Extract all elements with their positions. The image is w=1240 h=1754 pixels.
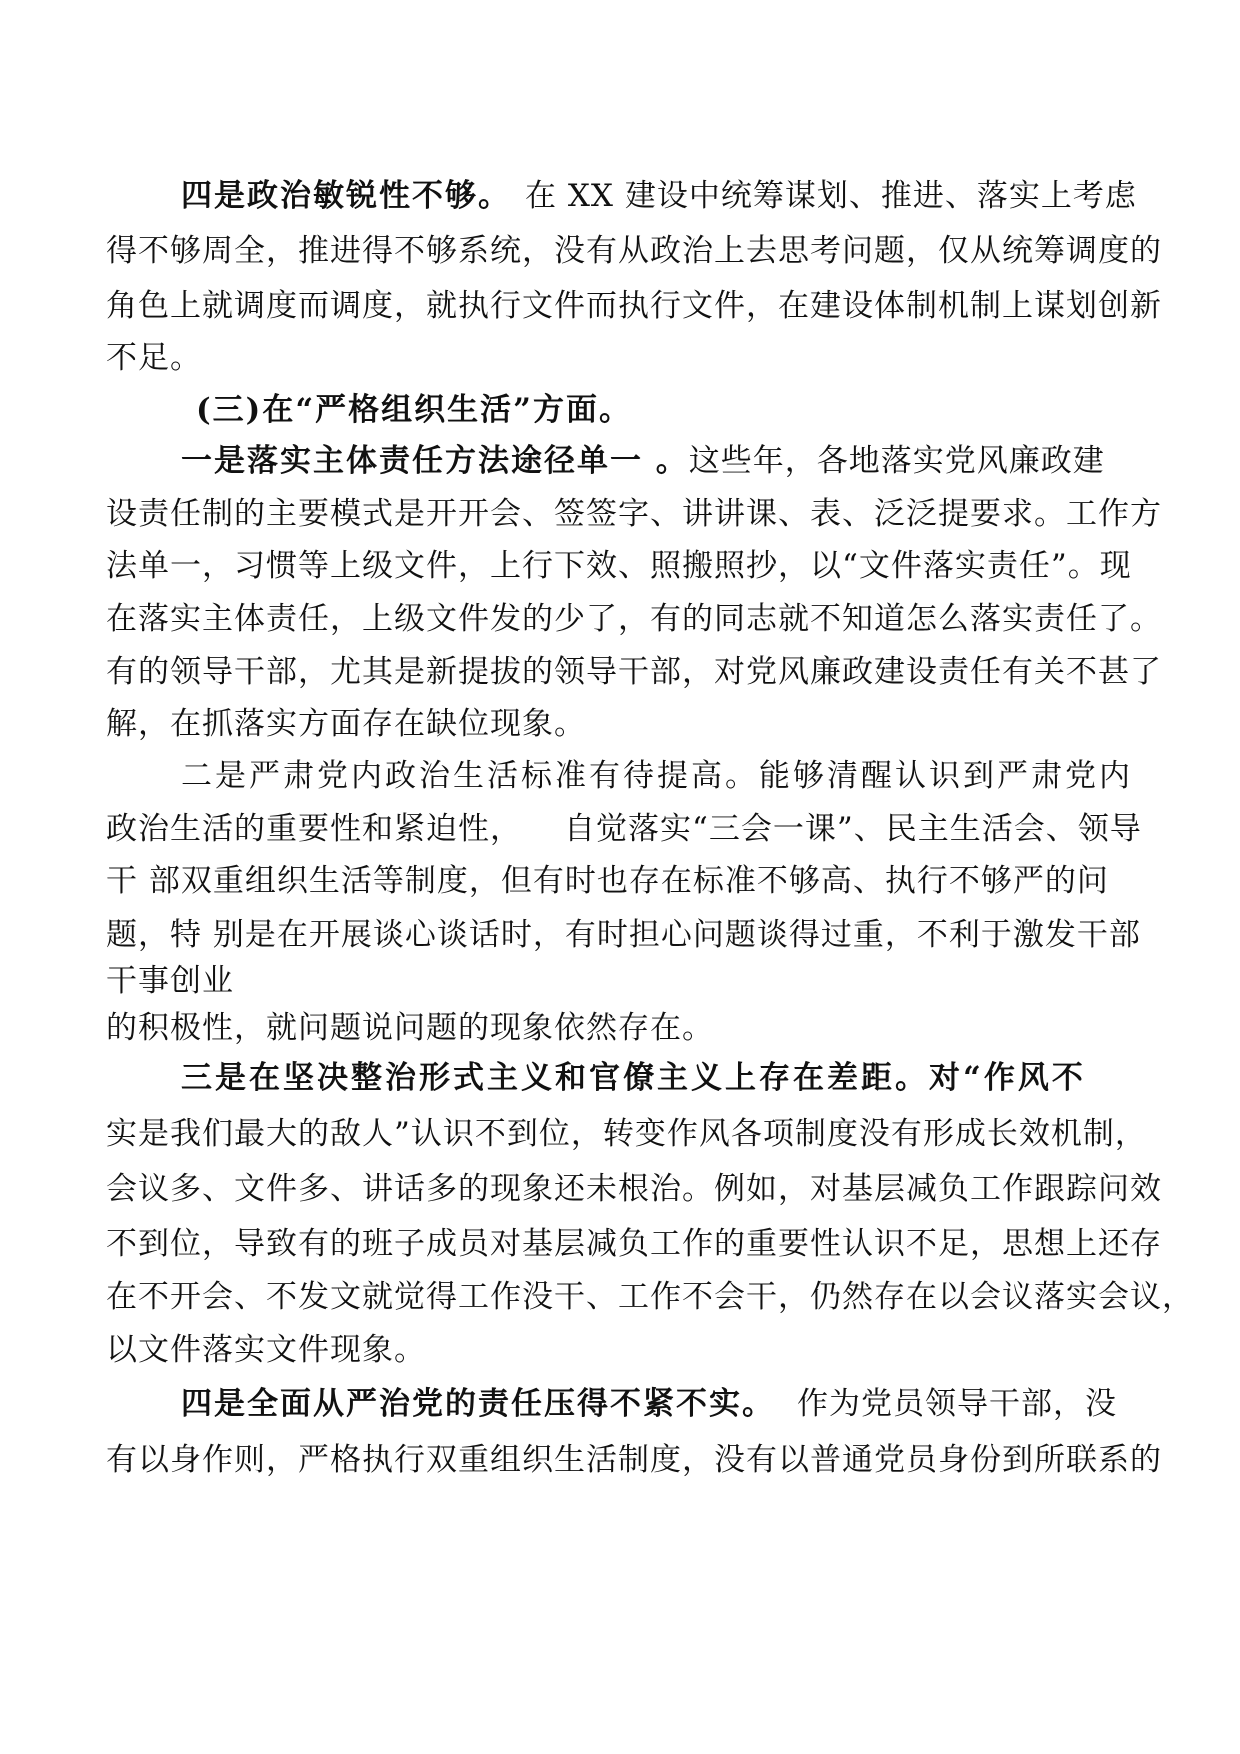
- para3-line5: 干事创业: [106, 963, 234, 999]
- para1-line1: [181, 170, 1137, 215]
- para3-line4: 题，特 别是在开展谈心谈话时，有时担心问题谈得过重，不利于激发干部: [106, 917, 1141, 953]
- para4-line6: 以文件落实文件现象。: [106, 1332, 426, 1368]
- para2-line3: 法单一，习惯等上级文件，上行下效、照搬照抄，以“文件落实责任”。现: [106, 548, 1132, 584]
- para5-line2: 有以身作则，严格执行双重组织生活制度，没有以普通党员身份到所联系的: [106, 1442, 1162, 1478]
- para1-text: 在 XX 建设中统筹谋划、推进、落实上考虑: [525, 178, 1137, 214]
- para2-line2: 设责任制的主要模式是开开会、签签字、讲讲课、表、泛泛提要求。工作方: [106, 496, 1162, 532]
- section3-title: (三)在“严格组织生活”方面。: [196, 392, 632, 428]
- para4-line5: 在不开会、不发文就觉得工作没干、工作不会干，仍然存在以会议落实会议，: [106, 1279, 1194, 1315]
- para2-line4: 在落实主体责任，上级文件发的少了，有的同志就不知道怎么落实责任了。: [106, 601, 1162, 637]
- para5-line1: [181, 1378, 1117, 1423]
- para2-line5: 有的领导干部，尤其是新提拔的领导干部，对党风廉政建设责任有关不甚了: [106, 654, 1162, 690]
- para1-line4: 不足。: [106, 340, 202, 376]
- para5-text: 作为党员领导干部，没: [797, 1386, 1117, 1422]
- para1-line3: 角色上就调度而调度，就执行文件而执行文件，在建设体制机制上谋划创新: [106, 288, 1162, 324]
- para2-line6: 解，在抓落实方面存在缺位现象。: [106, 706, 586, 742]
- para1-heading: 四是政治敏锐性不够。: [181, 178, 511, 214]
- para3-line2a: 政治生活的重要性和紧迫性，: [106, 811, 522, 847]
- para3-line2: [106, 803, 1142, 848]
- para4-line4: 不到位，导致有的班子成员对基层减负工作的重要性认识不足，思想上还存: [106, 1226, 1162, 1262]
- para3-line2b: 自觉落实“三会一课”、民主生活会、领导: [564, 811, 1142, 847]
- para2-heading: 一是落实主体责任方法途径单一 。: [181, 443, 689, 479]
- para4-line3: 会议多、文件多、讲话多的现象还未根治。例如，对基层减负工作跟踪问效: [106, 1171, 1162, 1207]
- para3-line3: 干 部双重组织生活等制度，但有时也存在标准不够高、执行不够严的问: [106, 863, 1109, 899]
- para4-line2: 实是我们最大的敌人”认识不到位，转变作风各项制度没有形成长效机制，: [106, 1116, 1147, 1152]
- para4-heading: 三是在坚决整治形式主义和官僚主义上存在差距。对“作风不: [181, 1060, 1086, 1096]
- para2-line1: [181, 435, 1105, 480]
- para3-line6: 的积极性，就问题说问题的现象依然存在。: [106, 1010, 714, 1046]
- para3-line1: 二是严肃党内政治生活标准有待提高。能够清醒认识到严肃党内: [181, 758, 1133, 794]
- para1-line2: 得不够周全，推进得不够系统，没有从政治上去思考问题，仅从统筹调度的: [106, 233, 1162, 269]
- para2-text: 这些年，各地落实党风廉政建: [688, 443, 1105, 479]
- para5-heading: 四是全面从严治党的责任压得不紧不实。: [181, 1386, 775, 1422]
